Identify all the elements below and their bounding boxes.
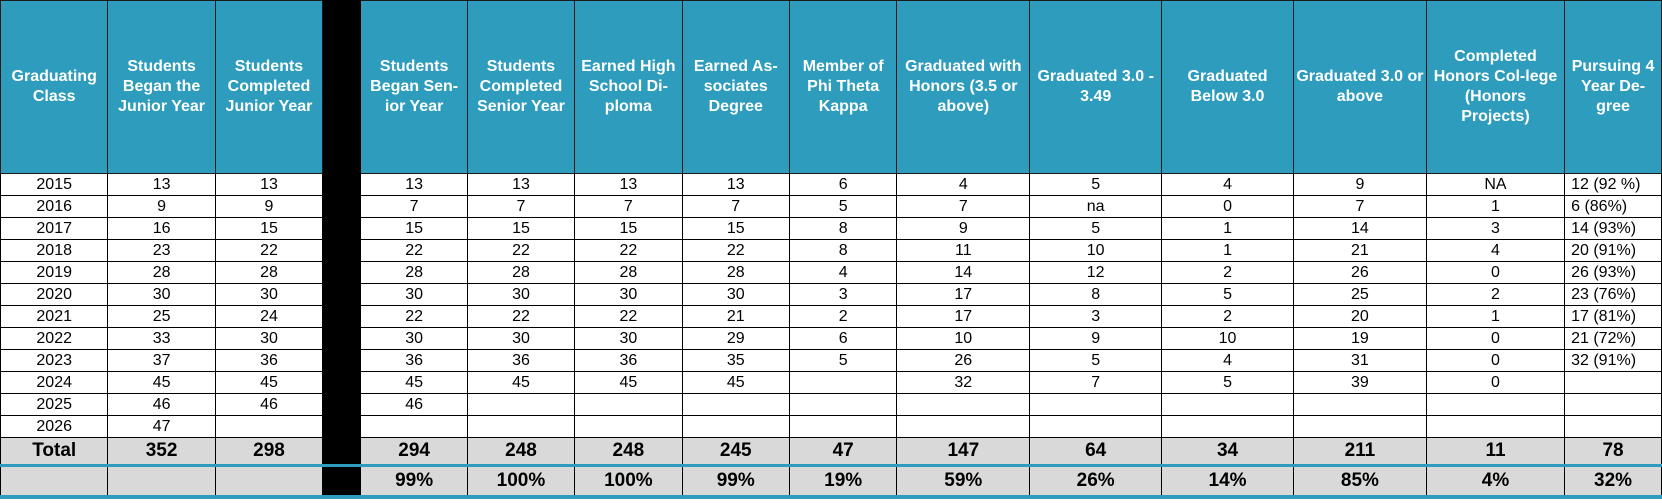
separator-cell — [323, 240, 361, 262]
separator-cell — [323, 284, 361, 306]
data-cell: 9 — [1293, 174, 1426, 196]
data-cell: 22 — [467, 240, 574, 262]
data-cell: 22 — [575, 306, 682, 328]
data-cell: 28 — [467, 262, 574, 284]
data-cell: 2 — [1162, 306, 1294, 328]
data-cell — [1426, 416, 1564, 438]
column-header: Earned As-sociates Degree — [682, 1, 789, 174]
percent-row — [1, 466, 1662, 498]
data-cell — [361, 416, 467, 438]
data-cell: 31 — [1293, 350, 1426, 372]
table-row — [1, 416, 1662, 438]
data-cell: 245 — [682, 438, 789, 466]
data-cell: 6 — [789, 328, 896, 350]
separator-cell — [323, 438, 361, 466]
data-cell — [682, 416, 789, 438]
data-cell: 28 — [361, 262, 467, 284]
row-label: 2019 — [1, 262, 108, 284]
data-cell — [682, 394, 789, 416]
data-cell: 13 — [215, 174, 322, 196]
data-cell: 28 — [682, 262, 789, 284]
column-header: Graduated 3.0 - 3.49 — [1030, 1, 1162, 174]
row-label: 2015 — [1, 174, 108, 196]
data-cell: 19 — [1293, 328, 1426, 350]
data-cell: 7 — [575, 196, 682, 218]
data-cell: 7 — [1030, 372, 1162, 394]
data-cell: 1 — [1162, 218, 1294, 240]
data-cell: 64 — [1030, 438, 1162, 466]
data-cell — [1030, 416, 1162, 438]
table-row — [1, 350, 1662, 372]
data-cell — [1565, 372, 1662, 394]
data-cell: NA — [1426, 174, 1564, 196]
data-cell: 4 — [1426, 240, 1564, 262]
column-header: Earned High School Di-ploma — [575, 1, 682, 174]
data-cell: 32 (91%) — [1565, 350, 1662, 372]
data-cell: 20 — [1293, 306, 1426, 328]
data-cell: 21 — [682, 306, 789, 328]
data-cell: 248 — [467, 438, 574, 466]
column-header: Completed Honors Col-lege (Honors Projects) — [1426, 1, 1564, 174]
data-cell: 11 — [897, 240, 1030, 262]
data-cell: 7 — [361, 196, 467, 218]
data-cell — [467, 394, 574, 416]
row-label — [1, 466, 108, 498]
data-cell — [1565, 416, 1662, 438]
data-cell: 46 — [361, 394, 467, 416]
separator-cell — [323, 394, 361, 416]
data-cell: na — [1030, 196, 1162, 218]
data-cell: 5 — [1030, 174, 1162, 196]
data-cell: 30 — [215, 284, 322, 306]
data-cell: 35 — [682, 350, 789, 372]
separator-cell — [323, 372, 361, 394]
data-cell: 0 — [1162, 196, 1294, 218]
table-row — [1, 328, 1662, 350]
data-cell — [108, 466, 215, 498]
data-cell: 45 — [575, 372, 682, 394]
data-cell: 36 — [215, 350, 322, 372]
data-cell: 47 — [789, 438, 896, 466]
data-cell: 30 — [575, 328, 682, 350]
data-cell — [1293, 416, 1426, 438]
data-cell: 26 (93%) — [1565, 262, 1662, 284]
table-row — [1, 372, 1662, 394]
data-cell: 30 — [575, 284, 682, 306]
data-cell: 14 (93%) — [1565, 218, 1662, 240]
data-cell: 248 — [575, 438, 682, 466]
data-cell — [789, 416, 896, 438]
separator-cell — [323, 174, 361, 196]
data-cell — [1565, 394, 1662, 416]
data-cell: 45 — [215, 372, 322, 394]
separator-cell — [323, 306, 361, 328]
total-row — [1, 438, 1662, 466]
separator-cell — [323, 262, 361, 284]
data-cell — [215, 416, 322, 438]
data-cell — [215, 466, 322, 498]
data-cell: 4 — [897, 174, 1030, 196]
data-cell — [789, 372, 896, 394]
data-cell: 85% — [1293, 466, 1426, 498]
data-cell: 21 (72%) — [1565, 328, 1662, 350]
separator-cell — [323, 466, 361, 498]
data-cell: 28 — [575, 262, 682, 284]
row-label: 2022 — [1, 328, 108, 350]
column-header: Graduating Class — [1, 1, 108, 174]
data-cell: 13 — [467, 174, 574, 196]
data-cell: 9 — [897, 218, 1030, 240]
data-cell: 13 — [108, 174, 215, 196]
data-cell: 30 — [682, 284, 789, 306]
separator-cell — [323, 416, 361, 438]
data-cell: 45 — [108, 372, 215, 394]
row-label: 2020 — [1, 284, 108, 306]
data-cell — [1293, 394, 1426, 416]
data-cell: 2 — [1162, 262, 1294, 284]
data-cell: 1 — [1426, 196, 1564, 218]
table-row — [1, 174, 1662, 196]
data-cell: 32% — [1565, 466, 1662, 498]
table-row — [1, 196, 1662, 218]
data-cell: 15 — [361, 218, 467, 240]
data-cell: 15 — [575, 218, 682, 240]
data-cell: 46 — [108, 394, 215, 416]
data-cell — [1162, 394, 1294, 416]
data-cell: 19% — [789, 466, 896, 498]
table-row — [1, 394, 1662, 416]
data-cell: 2 — [1426, 284, 1564, 306]
data-cell: 294 — [361, 438, 467, 466]
data-cell: 15 — [467, 218, 574, 240]
data-cell: 36 — [361, 350, 467, 372]
data-cell: 13 — [361, 174, 467, 196]
column-header: Graduated with Honors (3.5 or above) — [897, 1, 1030, 174]
data-cell: 5 — [789, 196, 896, 218]
data-cell: 7 — [1293, 196, 1426, 218]
data-cell: 37 — [108, 350, 215, 372]
data-cell: 28 — [108, 262, 215, 284]
row-label: 2025 — [1, 394, 108, 416]
data-cell: 5 — [1162, 372, 1294, 394]
data-cell: 7 — [467, 196, 574, 218]
data-cell: 30 — [108, 284, 215, 306]
data-cell: 10 — [1030, 240, 1162, 262]
separator-cell — [323, 218, 361, 240]
data-cell: 5 — [1162, 284, 1294, 306]
data-cell: 11 — [1426, 438, 1564, 466]
data-cell: 14 — [1293, 218, 1426, 240]
data-cell: 16 — [108, 218, 215, 240]
data-cell: 9 — [215, 196, 322, 218]
data-cell: 147 — [897, 438, 1030, 466]
row-label: 2016 — [1, 196, 108, 218]
data-cell — [1030, 394, 1162, 416]
data-cell: 23 — [108, 240, 215, 262]
data-cell: 8 — [789, 240, 896, 262]
header-row — [1, 1, 1662, 174]
data-cell: 10 — [897, 328, 1030, 350]
data-cell: 12 — [1030, 262, 1162, 284]
data-cell: 4 — [789, 262, 896, 284]
data-cell — [575, 416, 682, 438]
data-cell: 46 — [215, 394, 322, 416]
data-cell: 30 — [467, 284, 574, 306]
data-cell: 30 — [361, 328, 467, 350]
data-cell: 100% — [467, 466, 574, 498]
data-cell: 30 — [361, 284, 467, 306]
row-label: 2024 — [1, 372, 108, 394]
data-cell: 25 — [108, 306, 215, 328]
data-cell: 22 — [361, 240, 467, 262]
data-cell — [575, 394, 682, 416]
data-cell: 2 — [789, 306, 896, 328]
data-cell: 6 — [789, 174, 896, 196]
data-cell: 99% — [361, 466, 467, 498]
data-cell: 0 — [1426, 328, 1564, 350]
data-cell: 29 — [682, 328, 789, 350]
row-label: 2021 — [1, 306, 108, 328]
data-cell: 20 (91%) — [1565, 240, 1662, 262]
data-cell: 30 — [467, 328, 574, 350]
data-cell: 4 — [1162, 174, 1294, 196]
data-cell: 8 — [1030, 284, 1162, 306]
data-cell: 15 — [215, 218, 322, 240]
data-cell: 5 — [1030, 350, 1162, 372]
data-cell: 22 — [682, 240, 789, 262]
row-label: 2023 — [1, 350, 108, 372]
data-cell: 8 — [789, 218, 896, 240]
table-row — [1, 306, 1662, 328]
data-cell: 17 (81%) — [1565, 306, 1662, 328]
column-header: Students Completed Junior Year — [215, 1, 322, 174]
data-cell: 34 — [1162, 438, 1294, 466]
data-cell: 9 — [108, 196, 215, 218]
data-cell: 45 — [682, 372, 789, 394]
column-header: Member of Phi Theta Kappa — [789, 1, 896, 174]
data-cell: 25 — [1293, 284, 1426, 306]
data-cell: 211 — [1293, 438, 1426, 466]
data-cell: 78 — [1565, 438, 1662, 466]
data-cell — [1162, 416, 1294, 438]
data-cell: 14 — [897, 262, 1030, 284]
data-cell: 32 — [897, 372, 1030, 394]
data-cell: 13 — [575, 174, 682, 196]
data-cell — [1426, 394, 1564, 416]
data-cell: 100% — [575, 466, 682, 498]
data-cell: 39 — [1293, 372, 1426, 394]
data-cell: 17 — [897, 284, 1030, 306]
separator-column — [323, 1, 361, 174]
data-cell: 99% — [682, 466, 789, 498]
data-cell: 3 — [789, 284, 896, 306]
data-cell: 21 — [1293, 240, 1426, 262]
data-cell: 298 — [215, 438, 322, 466]
data-cell: 26% — [1030, 466, 1162, 498]
data-cell: 26 — [1293, 262, 1426, 284]
data-cell: 10 — [1162, 328, 1294, 350]
data-cell: 23 (76%) — [1565, 284, 1662, 306]
data-cell: 1 — [1426, 306, 1564, 328]
data-cell: 45 — [361, 372, 467, 394]
data-cell: 22 — [361, 306, 467, 328]
column-header: Graduated 3.0 or above — [1293, 1, 1426, 174]
data-cell: 17 — [897, 306, 1030, 328]
data-cell: 30 — [215, 328, 322, 350]
separator-cell — [323, 350, 361, 372]
data-cell: 28 — [215, 262, 322, 284]
data-cell — [789, 394, 896, 416]
data-cell: 0 — [1426, 262, 1564, 284]
data-cell: 47 — [108, 416, 215, 438]
data-cell: 22 — [467, 306, 574, 328]
data-cell: 5 — [789, 350, 896, 372]
data-cell: 1 — [1162, 240, 1294, 262]
column-header: Students Began the Junior Year — [108, 1, 215, 174]
table-body — [1, 174, 1662, 498]
data-cell: 5 — [1030, 218, 1162, 240]
row-label: Total — [1, 438, 108, 466]
separator-cell — [323, 196, 361, 218]
data-cell: 15 — [682, 218, 789, 240]
data-cell: 0 — [1426, 372, 1564, 394]
data-cell: 9 — [1030, 328, 1162, 350]
data-cell: 352 — [108, 438, 215, 466]
data-cell: 7 — [682, 196, 789, 218]
table-row — [1, 284, 1662, 306]
data-cell: 4 — [1162, 350, 1294, 372]
data-cell: 12 (92 %) — [1565, 174, 1662, 196]
data-cell: 4% — [1426, 466, 1564, 498]
data-cell: 45 — [467, 372, 574, 394]
column-header: Students Began Sen-ior Year — [361, 1, 467, 174]
data-cell: 7 — [897, 196, 1030, 218]
data-cell: 22 — [215, 240, 322, 262]
column-header: Students Completed Senior Year — [467, 1, 574, 174]
data-cell — [467, 416, 574, 438]
table-row — [1, 262, 1662, 284]
data-cell: 24 — [215, 306, 322, 328]
row-label: 2017 — [1, 218, 108, 240]
separator-cell — [323, 328, 361, 350]
column-header: Graduated Below 3.0 — [1162, 1, 1294, 174]
data-cell: 59% — [897, 466, 1030, 498]
data-cell — [897, 394, 1030, 416]
row-label: 2026 — [1, 416, 108, 438]
data-cell: 33 — [108, 328, 215, 350]
data-cell: 22 — [575, 240, 682, 262]
data-cell: 3 — [1030, 306, 1162, 328]
data-cell: 36 — [467, 350, 574, 372]
data-cell: 3 — [1426, 218, 1564, 240]
data-cell: 36 — [575, 350, 682, 372]
data-cell: 26 — [897, 350, 1030, 372]
data-cell: 6 (86%) — [1565, 196, 1662, 218]
table-row — [1, 240, 1662, 262]
table-row — [1, 218, 1662, 240]
data-cell — [897, 416, 1030, 438]
data-cell: 13 — [682, 174, 789, 196]
data-cell: 0 — [1426, 350, 1564, 372]
column-header: Pursuing 4 Year De-gree — [1565, 1, 1662, 174]
row-label: 2018 — [1, 240, 108, 262]
data-cell: 14% — [1162, 466, 1294, 498]
